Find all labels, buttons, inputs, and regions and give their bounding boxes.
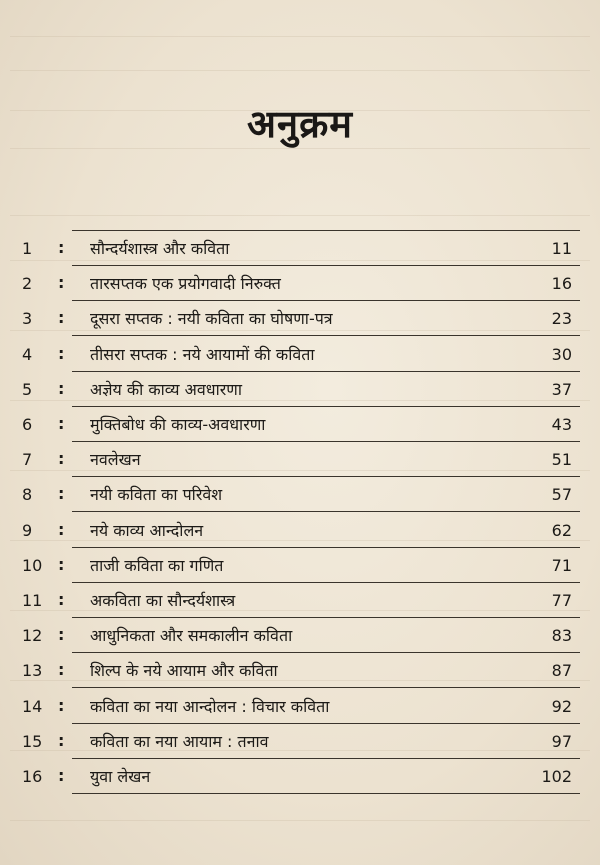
chapter-title: तीसरा सप्तक : नये आयामों की कविता <box>90 344 315 364</box>
chapter-title: अकविता का सौन्दर्यशास्त्र <box>90 591 236 610</box>
chapter-title: नवलेखन <box>90 450 141 470</box>
chapter-number: 16 <box>22 767 43 786</box>
number-separator: : <box>58 660 65 680</box>
row-divider <box>72 723 580 724</box>
number-separator: : <box>58 414 65 433</box>
toc-entry <box>0 233 600 269</box>
toc-entry <box>0 691 600 727</box>
chapter-title: नयी कविता का परिवेश <box>90 485 223 505</box>
row-divider <box>72 687 580 688</box>
chapter-title: ताजी कविता का गणित <box>90 555 224 575</box>
chapter-title: कविता का नया आयाम : तनाव <box>90 731 269 751</box>
chapter-number: 4 <box>22 344 33 364</box>
chapter-page-number: 87 <box>551 661 572 681</box>
chapter-page-number: 71 <box>551 555 572 575</box>
page-title: अनुक्रम <box>246 102 354 147</box>
number-separator: : <box>58 519 65 539</box>
toc-entry <box>0 444 600 480</box>
number-separator: : <box>58 273 65 293</box>
row-divider <box>72 406 580 407</box>
chapter-title: अज्ञेय की काव्य अवधारणा <box>90 379 242 399</box>
toc-entry <box>0 726 600 762</box>
chapter-title: युवा लेखन <box>90 767 151 786</box>
chapter-title: नये काव्य आन्दोलन <box>90 520 204 540</box>
chapter-number: 7 <box>22 450 33 470</box>
chapter-title: कविता का नया आन्दोलन : विचार कविता <box>90 696 330 716</box>
number-separator: : <box>58 484 65 504</box>
chapter-page-number: 92 <box>551 696 572 716</box>
chapter-number: 12 <box>22 626 43 646</box>
row-divider <box>72 335 580 336</box>
chapter-number: 6 <box>22 415 33 434</box>
number-separator: : <box>58 695 65 715</box>
chapter-page-number: 23 <box>551 309 572 329</box>
chapter-page-number: 97 <box>551 731 572 751</box>
chapter-title: दूसरा सप्तक : नयी कविता का घोषणा-पत्र <box>90 309 333 329</box>
toc-entry <box>0 339 600 375</box>
chapter-page-number: 102 <box>541 767 572 786</box>
row-divider <box>72 758 580 759</box>
row-divider <box>72 230 580 231</box>
toc-entry <box>0 550 600 586</box>
chapter-title: तारसप्तक एक प्रयोगवादी निरुक्त <box>90 274 281 294</box>
toc-entry <box>0 409 600 445</box>
row-divider <box>72 476 580 477</box>
chapter-page-number: 43 <box>551 415 572 434</box>
toc-entry <box>0 620 600 656</box>
number-separator: : <box>58 766 65 785</box>
chapter-title: आधुनिकता और समकालीन कविता <box>90 626 293 646</box>
chapter-page-number: 77 <box>551 591 572 610</box>
toc-entry <box>0 268 600 304</box>
chapter-number: 5 <box>22 379 33 399</box>
chapter-page-number: 11 <box>551 239 572 258</box>
chapter-number: 2 <box>22 274 33 294</box>
row-divider <box>72 582 580 583</box>
toc-entry <box>0 374 600 410</box>
number-separator: : <box>58 238 65 257</box>
bleed-through-line <box>10 70 590 71</box>
toc-entry <box>0 515 600 551</box>
chapter-page-number: 16 <box>551 274 572 294</box>
chapter-title: शिल्प के नये आयाम और कविता <box>90 661 278 681</box>
chapter-number: 13 <box>22 661 43 681</box>
row-divider <box>72 265 580 266</box>
chapter-page-number: 30 <box>551 344 572 364</box>
toc-entry <box>0 479 600 515</box>
number-separator: : <box>58 449 65 469</box>
chapter-page-number: 57 <box>551 485 572 505</box>
row-divider <box>72 441 580 442</box>
toc-entry <box>0 303 600 339</box>
chapter-number: 14 <box>22 696 43 716</box>
row-divider <box>72 511 580 512</box>
number-separator: : <box>58 554 65 574</box>
chapter-number: 1 <box>22 239 33 258</box>
chapter-number: 10 <box>22 555 43 575</box>
toc-entry <box>0 655 600 691</box>
bleed-through-line <box>10 820 590 821</box>
number-separator: : <box>58 378 65 398</box>
bleed-through-line <box>10 36 590 37</box>
number-separator: : <box>58 590 65 609</box>
chapter-page-number: 83 <box>551 626 572 646</box>
chapter-page-number: 51 <box>551 450 572 470</box>
chapter-page-number: 37 <box>551 379 572 399</box>
number-separator: : <box>58 343 65 363</box>
chapter-page-number: 62 <box>551 520 572 540</box>
row-divider <box>72 793 580 794</box>
chapter-number: 9 <box>22 520 33 540</box>
toc-entry <box>0 585 600 621</box>
bleed-through-line <box>10 215 590 216</box>
chapter-number: 8 <box>22 485 33 505</box>
chapter-title: मुक्तिबोध की काव्य-अवधारणा <box>90 415 266 434</box>
chapter-title: सौन्दर्यशास्त्र और कविता <box>90 239 230 258</box>
number-separator: : <box>58 308 65 328</box>
row-divider <box>72 371 580 372</box>
chapter-number: 15 <box>22 731 43 751</box>
toc-entry <box>0 761 600 797</box>
row-divider <box>72 652 580 653</box>
number-separator: : <box>58 625 65 645</box>
chapter-number: 11 <box>22 591 43 610</box>
row-divider <box>72 617 580 618</box>
row-divider <box>72 300 580 301</box>
chapter-number: 3 <box>22 309 33 329</box>
row-divider <box>72 547 580 548</box>
number-separator: : <box>58 730 65 750</box>
